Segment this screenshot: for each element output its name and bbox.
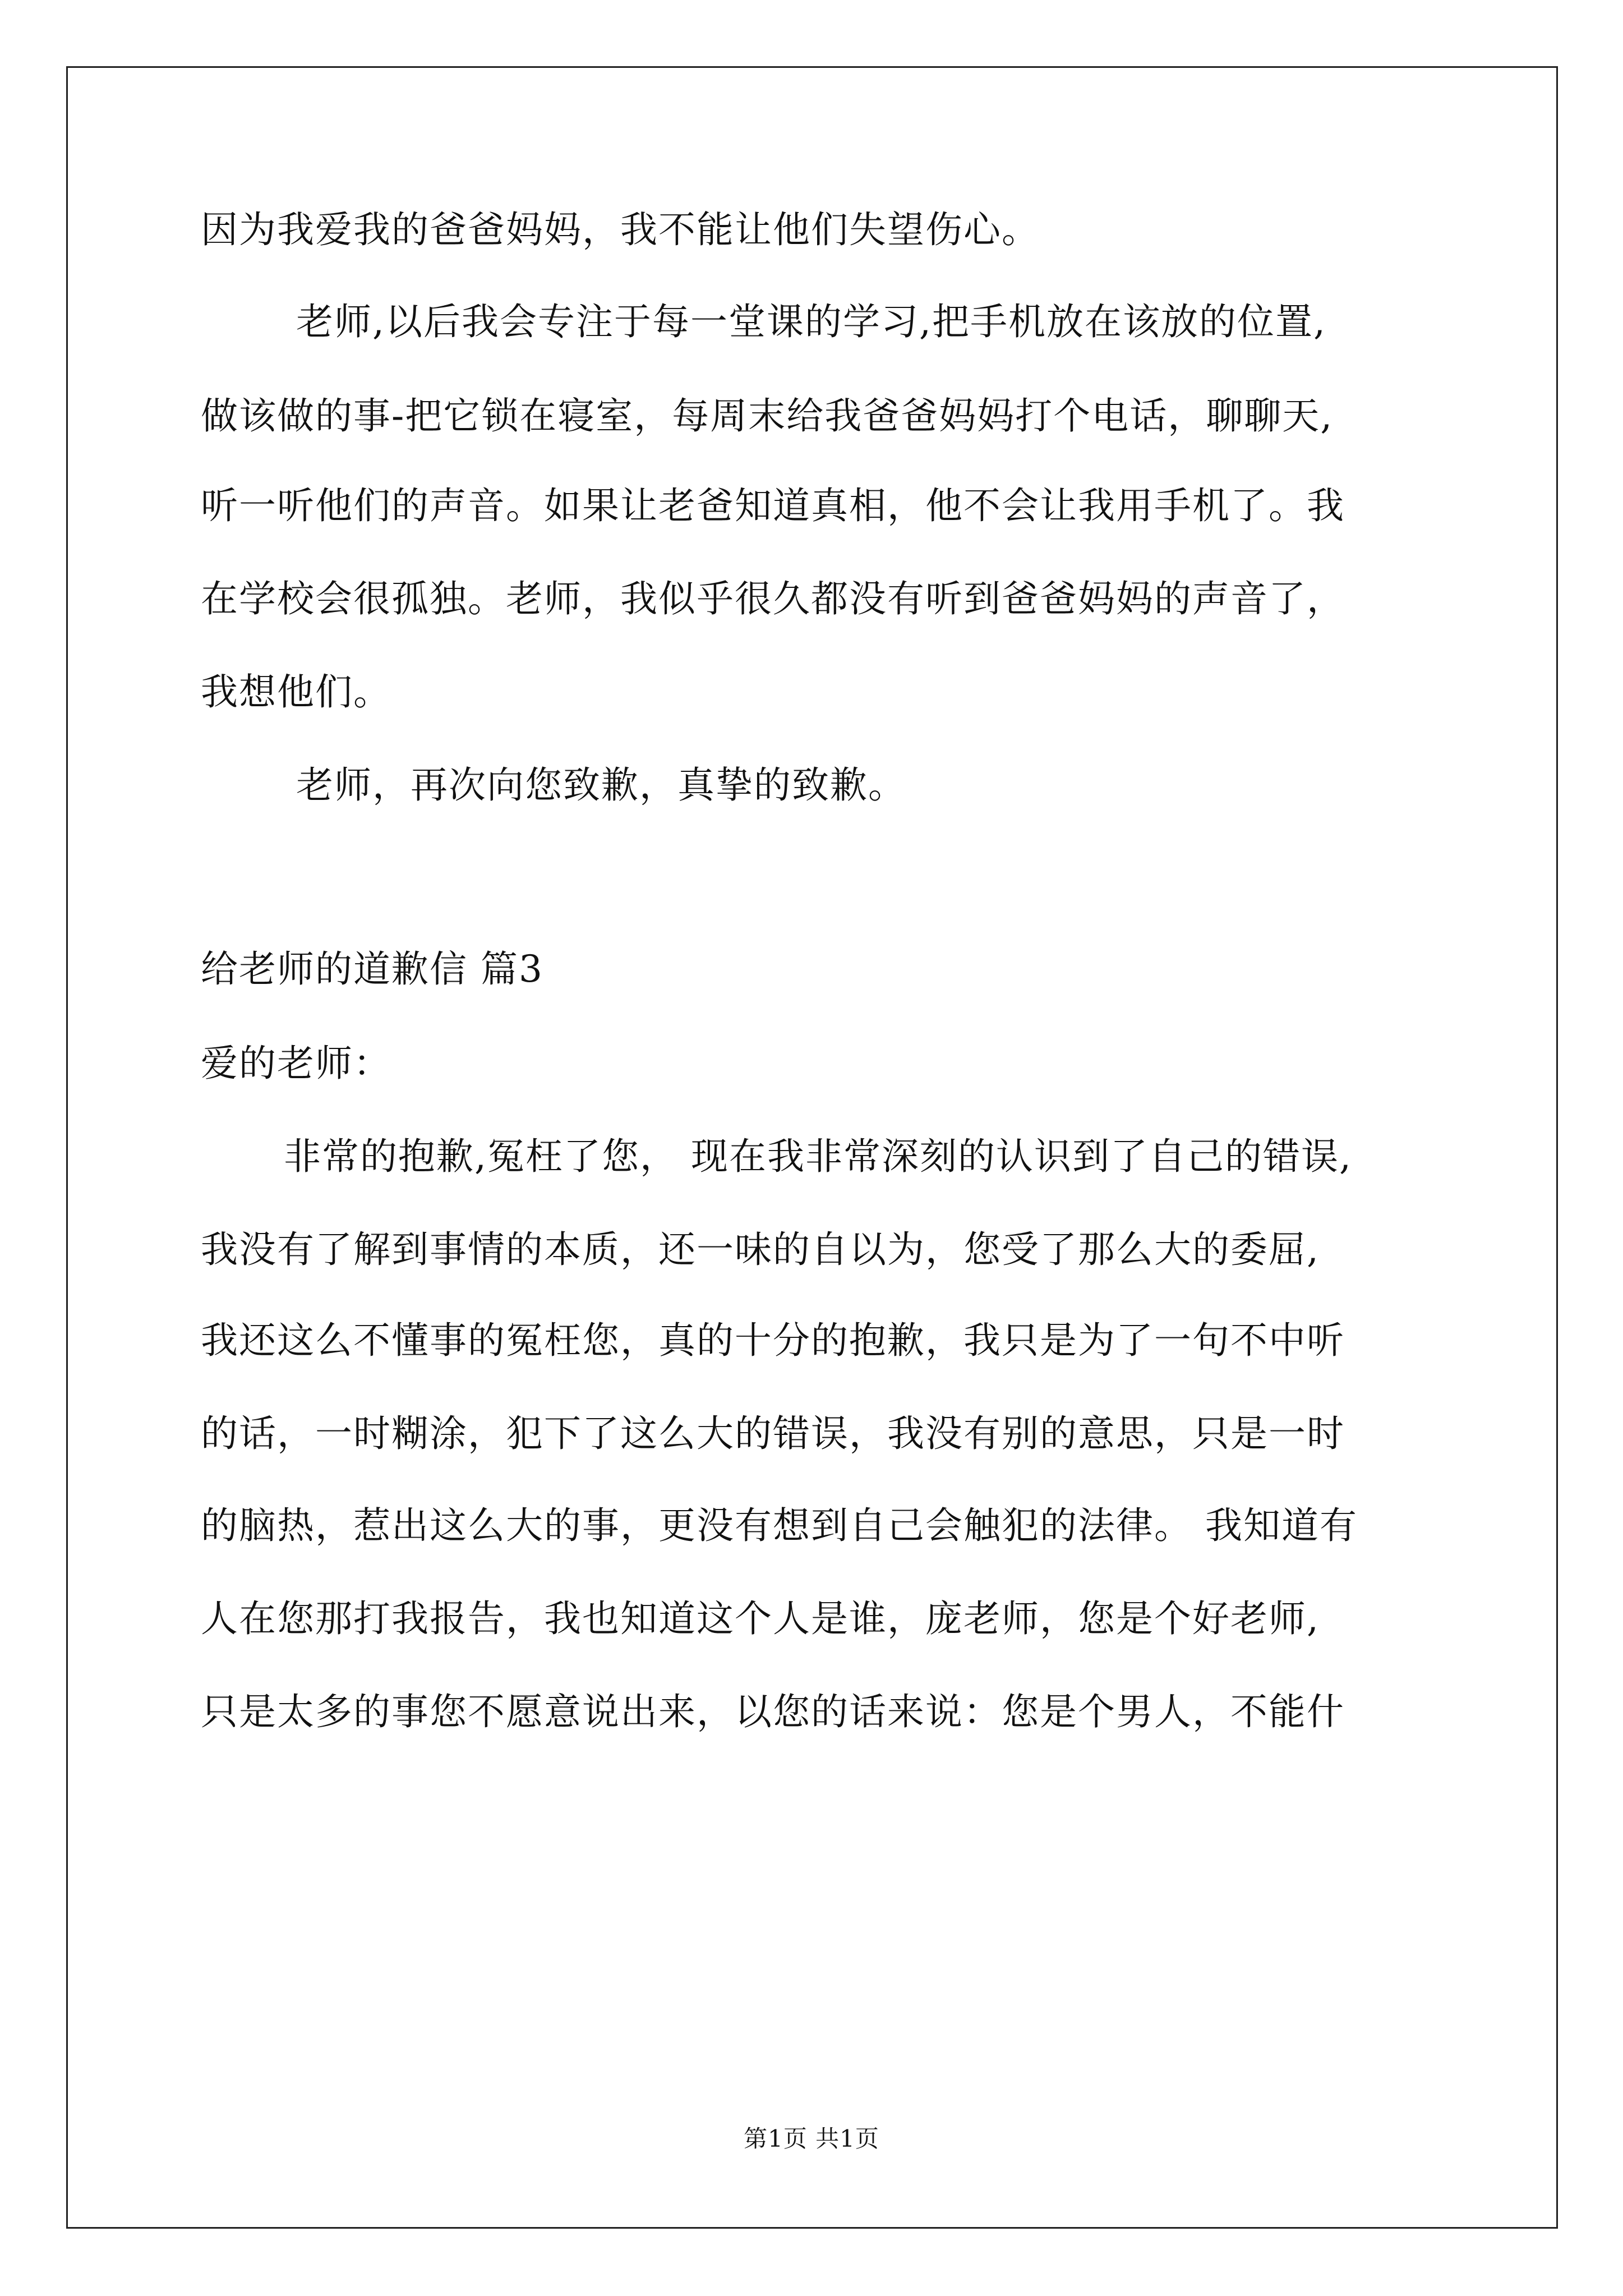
- paragraph-line: 在学校会很孤独。老师，我似乎很久都没有听到爸爸妈妈的声音了，: [201, 577, 1345, 620]
- paragraph-line: 做该做的事-把它锁在寝室，每周末给我爸爸妈妈打个电话，聊聊天,: [201, 394, 1334, 438]
- paragraph-line: 听一听他们的声音。如果让老爸知道真相，他不会让我用手机了。我: [201, 484, 1345, 527]
- salutation: 爱的老师：: [201, 1042, 391, 1085]
- paragraph-line: 因为我爱我的爸爸妈妈，我不能让他们失望伤心。: [201, 208, 1040, 251]
- section-heading: 给老师的道歉信 篇3: [201, 947, 543, 991]
- paragraph-line: 非常的抱歉,冤枉了您， 现在我非常深刻的认识到了自己的错误,: [284, 1135, 1352, 1178]
- paragraph-line: 老师,以后我会专注于每一堂课的学习,把手机放在该放的位置,: [296, 300, 1326, 343]
- paragraph-line: 我想他们。: [201, 670, 391, 714]
- paragraph-line: 只是太多的事您不愿意说出来，以您的话来说：您是个男人，不能什: [201, 1690, 1345, 1733]
- page-number-footer: 第1页 共1页: [744, 2125, 879, 2152]
- paragraph-line: 我还这么不懂事的冤枉您，真的十分的抱歉，我只是为了一句不中听: [201, 1319, 1345, 1362]
- paragraph-line: 我没有了解到事情的本质，还一味的自以为，您受了那么大的委屈,: [201, 1228, 1320, 1271]
- paragraph-line: 老师，再次向您致歉，真挚的致歉。: [296, 763, 906, 807]
- paragraph-line: 的话，一时糊涂，犯下了这么大的错误，我没有别的意思，只是一时: [201, 1412, 1345, 1455]
- paragraph-line: 人在您那打我报告，我也知道这个人是谁，庞老师，您是个好老师,: [201, 1597, 1320, 1640]
- paragraph-line: 的脑热，惹出这么大的事，更没有想到自己会触犯的法律。 我知道有: [201, 1504, 1358, 1547]
